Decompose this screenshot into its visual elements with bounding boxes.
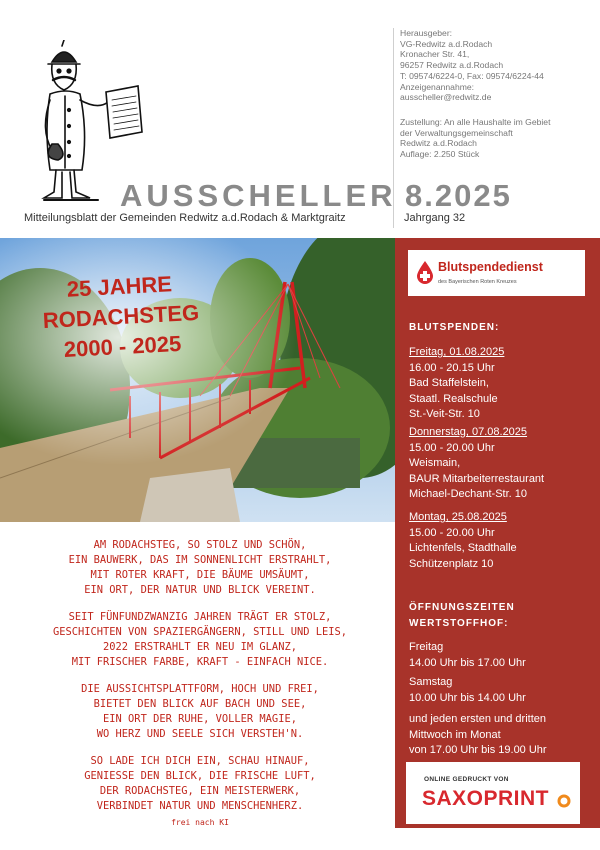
- poem-line: GENIESSE DEN BLICK, DIE FRISCHE LUFT,: [84, 770, 316, 782]
- logo-brand: Blutspendedienst: [438, 260, 543, 274]
- poem-line: WO HERZ UND SEELE SICH VERSTEH'N.: [96, 728, 304, 740]
- publisher-line: T: 09574/6224-0, Fax: 09574/6224-44: [400, 70, 544, 81]
- appointment-line: 15.00 - 20.00 Uhr: [409, 441, 495, 454]
- poem-stanza: [10, 538, 390, 598]
- appointment: [409, 510, 517, 572]
- poem-line: SEIT FÜNFUNDZWANZIG JAHREN TRÄGT ER STOLZ,: [68, 611, 332, 623]
- blood-donation-heading: BLUTSPENDEN:: [409, 322, 500, 333]
- issue-number: 8.2025: [405, 178, 512, 213]
- caption-line: 2000 - 2025: [63, 330, 182, 363]
- publisher-line: Herausgeber:: [400, 28, 453, 38]
- appointment-date: Montag, 25.08.2025: [409, 511, 507, 523]
- print-sponsor-ad[interactable]: [406, 762, 580, 824]
- poem-line: AM RODACHSTEG, SO STOLZ UND SCHÖN,: [93, 539, 307, 551]
- poem-line: 2022 ERSTRAHLT ER NEU IM GLANZ,: [103, 641, 297, 653]
- appointment-date: Freitag, 01.08.2025: [409, 346, 505, 358]
- poem-line: MIT ROTER KRAFT, DIE BÄUME UMSÄUMT,: [90, 569, 310, 581]
- publisher-line: 96257 Redwitz a.d.Rodach: [400, 60, 504, 71]
- poem-stanza: [10, 682, 390, 742]
- hours-day: Freitag: [409, 641, 444, 653]
- ad-tagline: ONLINE GEDRUCKT VON: [424, 776, 509, 783]
- hours-time: 10.00 Uhr bis 14.00 Uhr: [409, 691, 526, 704]
- appointment: [409, 425, 544, 503]
- poem-line: BIETET DEN BLICK AUF BACH UND SEE,: [93, 698, 307, 710]
- distribution-line: der Verwaltungsgemeinschaft: [400, 127, 513, 138]
- poem-line: DER RODACHSTEG, EIN MEISTERWERK,: [99, 785, 301, 797]
- volume-label: Jahrgang 32: [404, 212, 466, 224]
- newsletter-title: AUSSCHELLER: [120, 178, 397, 213]
- newsletter-subtitle: Mitteilungsblatt der Gemeinden Redwitz a.d.Rodach & Marktgraitz: [24, 212, 346, 224]
- hours-time: 14.00 Uhr bis 17.00 Uhr: [409, 656, 526, 669]
- hours-entry: [409, 675, 526, 706]
- distribution-line: Redwitz a.d.Rodach: [400, 138, 477, 149]
- appointment-line: St.-Veit-Str. 10: [409, 408, 480, 420]
- distribution-line: Zustellung: An alle Haushalte im Gebiet: [400, 117, 551, 127]
- appointment-line: Weismain,: [409, 457, 461, 469]
- appointment-line: Michael-Dechant-Str. 10: [409, 488, 527, 500]
- appointment-line: 15.00 - 20.00 Uhr: [409, 526, 495, 539]
- appointment: [409, 345, 504, 423]
- poem-credit: frei nach KI: [171, 818, 229, 827]
- publisher-info: [400, 28, 596, 103]
- poem-line: DIE AUSSICHTSPLATTFORM, HOCH UND FREI,: [81, 683, 319, 695]
- caption-line: 25 JAHRE: [66, 271, 173, 302]
- hours-extra: [409, 712, 547, 759]
- hours-entry: [409, 640, 526, 671]
- logo-subline: des Bayerischen Roten Kreuzes: [438, 279, 517, 285]
- hours-extra-line: von 17.00 Uhr bis 19.00 Uhr: [409, 744, 547, 756]
- appointment-line: Bad Staffelstein,: [409, 377, 489, 389]
- publisher-email[interactable]: ausscheller@redwitz.de: [400, 92, 492, 103]
- poem-line: EIN BAUWERK, DAS IM SONNENLICHT ERSTRAHLT,: [68, 554, 332, 566]
- hours-extra-line: Mittwoch im Monat: [409, 728, 501, 741]
- heading-line: ÖFFNUNGSZEITEN: [409, 602, 515, 613]
- distribution-info: [400, 117, 596, 160]
- distribution-line: Auflage: 2.250 Stück: [400, 149, 480, 160]
- poem-line: EIN ORT, DER NATUR UND BLICK VEREINT.: [84, 584, 316, 596]
- ad-brand: SAXOPRINT: [422, 787, 550, 810]
- poem-stanza: [10, 754, 390, 814]
- recycling-hours-heading: [409, 600, 515, 632]
- poem-stanza: [10, 610, 390, 670]
- poem-line: EIN ORT DER RUHE, VOLLER MAGIE,: [103, 713, 297, 725]
- poem-line: GESCHICHTEN VON SPAZIERGÄNGERN, STILL UND LEIS,: [52, 626, 348, 638]
- saxoprint-dot-icon: [556, 793, 572, 809]
- blood-drop-icon: [416, 260, 434, 284]
- appointment-line: Staatl. Realschule: [409, 392, 498, 405]
- poem: [10, 538, 390, 826]
- hours-extra-line: und jeden ersten und dritten: [409, 713, 546, 725]
- appointment-line: BAUR Mitarbeiterrestaurant: [409, 472, 545, 485]
- appointment-line: Schützenplatz 10: [409, 557, 494, 570]
- appointment-line: Lichtenfels, Stadthalle: [409, 542, 517, 554]
- poem-line: VERBINDET NATUR UND MENSCHENHERZ.: [96, 800, 304, 812]
- publisher-line: VG-Redwitz a.d.Rodach: [400, 38, 493, 49]
- appointment-line: 16.00 - 20.15 Uhr: [409, 361, 495, 374]
- publisher-line: Kronacher Str. 41,: [400, 49, 470, 60]
- anniversary-caption: [34, 268, 208, 367]
- heading-line: WERTSTOFFHOF:: [409, 618, 509, 629]
- publisher-line: Anzeigenannahme:: [400, 81, 475, 92]
- appointment-date: Donnerstag, 07.08.2025: [409, 426, 528, 438]
- caption-line: RODACHSTEG: [42, 299, 200, 334]
- poem-line: MIT FRISCHER FARBE, KRAFT - EINFACH NICE.: [71, 656, 329, 668]
- blood-donation-logo: [408, 250, 585, 296]
- poem-line: SO LADE ICH DICH EIN, SCHAU HINAUF,: [90, 755, 310, 767]
- hours-day: Samstag: [409, 676, 453, 688]
